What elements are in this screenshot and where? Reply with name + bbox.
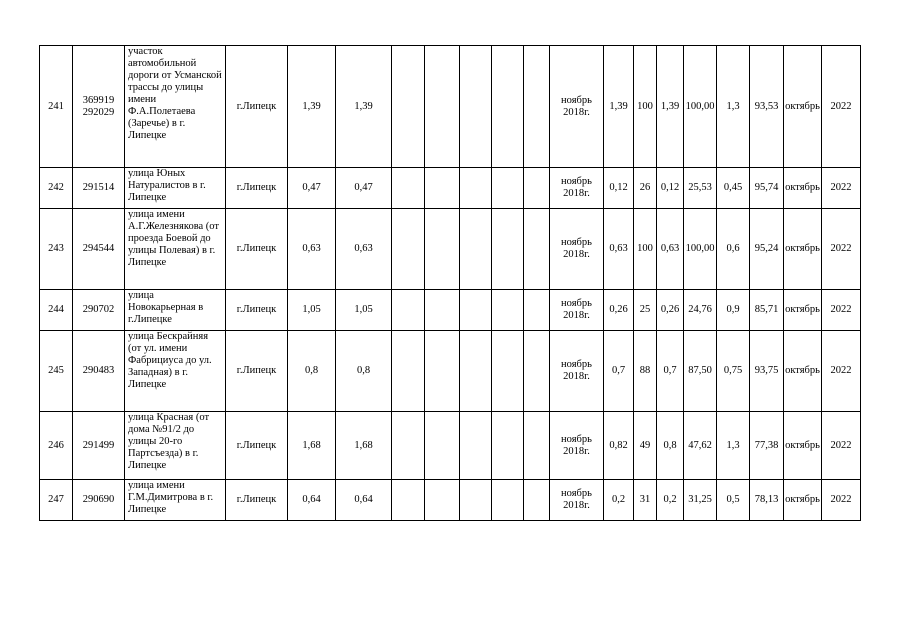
value-6: 85,71 xyxy=(750,290,784,331)
value-4: 31,25 xyxy=(684,480,717,521)
road-id: 369919 292029 xyxy=(73,46,125,168)
value-2: 100 xyxy=(634,209,657,290)
empty-cell-5 xyxy=(524,46,550,168)
target-year: 2022 xyxy=(822,168,861,209)
value-3: 1,39 xyxy=(657,46,684,168)
empty-cell-1 xyxy=(392,290,425,331)
length-municipal: 0,47 xyxy=(336,168,392,209)
value-3: 0,8 xyxy=(657,412,684,480)
value-6: 78,13 xyxy=(750,480,784,521)
target-month: октябрь xyxy=(784,46,822,168)
value-5: 0,75 xyxy=(717,331,750,412)
value-5: 0,6 xyxy=(717,209,750,290)
city: г.Липецк xyxy=(226,46,288,168)
empty-cell-1 xyxy=(392,480,425,521)
empty-cell-2 xyxy=(425,412,460,480)
value-4: 24,76 xyxy=(684,290,717,331)
value-3: 0,2 xyxy=(657,480,684,521)
empty-cell-3 xyxy=(460,168,492,209)
length-total: 1,05 xyxy=(288,290,336,331)
table-row xyxy=(40,331,861,412)
empty-cell-3 xyxy=(460,290,492,331)
empty-cell-1 xyxy=(392,168,425,209)
empty-cell-3 xyxy=(460,46,492,168)
value-1: 0,26 xyxy=(604,290,634,331)
road-name: улица Новокарьерная в г.Липецке xyxy=(125,290,226,331)
value-6: 95,74 xyxy=(750,168,784,209)
value-5: 0,9 xyxy=(717,290,750,331)
length-total: 1,39 xyxy=(288,46,336,168)
target-year: 2022 xyxy=(822,290,861,331)
value-2: 49 xyxy=(634,412,657,480)
empty-cell-2 xyxy=(425,46,460,168)
target-month: октябрь xyxy=(784,168,822,209)
empty-cell-1 xyxy=(392,412,425,480)
table-row xyxy=(40,209,861,290)
empty-cell-2 xyxy=(425,480,460,521)
value-3: 0,63 xyxy=(657,209,684,290)
target-month: октябрь xyxy=(784,290,822,331)
value-2: 25 xyxy=(634,290,657,331)
value-5: 0,5 xyxy=(717,480,750,521)
road-id: 290483 xyxy=(73,331,125,412)
empty-cell-5 xyxy=(524,209,550,290)
value-4: 47,62 xyxy=(684,412,717,480)
value-1: 0,2 xyxy=(604,480,634,521)
empty-cell-3 xyxy=(460,331,492,412)
empty-cell-5 xyxy=(524,412,550,480)
survey-date: ноябрь 2018г. xyxy=(550,46,604,168)
length-municipal: 1,05 xyxy=(336,290,392,331)
row-number: 242 xyxy=(40,168,73,209)
value-1: 0,82 xyxy=(604,412,634,480)
row-number: 241 xyxy=(40,46,73,168)
value-6: 93,75 xyxy=(750,331,784,412)
empty-cell-2 xyxy=(425,290,460,331)
road-id: 291499 xyxy=(73,412,125,480)
road-name: улица Красная (от дома №91/2 до улицы 20-го Партсъезда) в г. Липецке xyxy=(125,412,226,480)
empty-cell-3 xyxy=(460,480,492,521)
empty-cell-2 xyxy=(425,209,460,290)
row-number: 243 xyxy=(40,209,73,290)
road-name: улица имени Г.М.Димитрова в г. Липецке xyxy=(125,480,226,521)
length-total: 1,68 xyxy=(288,412,336,480)
length-municipal: 0,8 xyxy=(336,331,392,412)
value-5: 1,3 xyxy=(717,46,750,168)
city: г.Липецк xyxy=(226,209,288,290)
empty-cell-5 xyxy=(524,480,550,521)
empty-cell-5 xyxy=(524,290,550,331)
length-municipal: 1,68 xyxy=(336,412,392,480)
empty-cell-5 xyxy=(524,331,550,412)
value-1: 0,63 xyxy=(604,209,634,290)
value-2: 31 xyxy=(634,480,657,521)
value-4: 100,00 xyxy=(684,209,717,290)
row-number: 246 xyxy=(40,412,73,480)
city: г.Липецк xyxy=(226,290,288,331)
value-2: 88 xyxy=(634,331,657,412)
empty-cell-4 xyxy=(492,412,524,480)
value-4: 100,00 xyxy=(684,46,717,168)
empty-cell-3 xyxy=(460,209,492,290)
value-4: 87,50 xyxy=(684,331,717,412)
value-4: 25,53 xyxy=(684,168,717,209)
table-row xyxy=(40,168,861,209)
value-3: 0,7 xyxy=(657,331,684,412)
survey-date: ноябрь 2018г. xyxy=(550,290,604,331)
road-id: 290702 xyxy=(73,290,125,331)
row-number: 244 xyxy=(40,290,73,331)
empty-cell-5 xyxy=(524,168,550,209)
table-row xyxy=(40,480,861,521)
value-5: 0,45 xyxy=(717,168,750,209)
value-6: 77,38 xyxy=(750,412,784,480)
target-year: 2022 xyxy=(822,46,861,168)
table-row xyxy=(40,290,861,331)
row-number: 247 xyxy=(40,480,73,521)
value-2: 100 xyxy=(634,46,657,168)
target-month: октябрь xyxy=(784,480,822,521)
empty-cell-4 xyxy=(492,46,524,168)
road-id: 294544 xyxy=(73,209,125,290)
empty-cell-4 xyxy=(492,209,524,290)
value-2: 26 xyxy=(634,168,657,209)
road-name: улица имени А.Г.Железнякова (от проезда Боевой до улицы Полевая) в г. Липецке xyxy=(125,209,226,290)
survey-date: ноябрь 2018г. xyxy=(550,480,604,521)
empty-cell-4 xyxy=(492,290,524,331)
value-5: 1,3 xyxy=(717,412,750,480)
row-number: 245 xyxy=(40,331,73,412)
empty-cell-1 xyxy=(392,209,425,290)
length-municipal: 1,39 xyxy=(336,46,392,168)
length-municipal: 0,64 xyxy=(336,480,392,521)
target-month: октябрь xyxy=(784,209,822,290)
value-1: 0,7 xyxy=(604,331,634,412)
empty-cell-1 xyxy=(392,46,425,168)
value-3: 0,12 xyxy=(657,168,684,209)
value-3: 0,26 xyxy=(657,290,684,331)
survey-date: ноябрь 2018г. xyxy=(550,331,604,412)
target-year: 2022 xyxy=(822,412,861,480)
target-year: 2022 xyxy=(822,331,861,412)
road-name: улица Бескрайняя (от ул. имени Фабрициуса до ул. Западная) в г. Липецке xyxy=(125,331,226,412)
city: г.Липецк xyxy=(226,412,288,480)
empty-cell-4 xyxy=(492,331,524,412)
road-name: участок автомобильной дороги от Усманской трассы до улицы имени Ф.А.Полетаева (Заречье) в г. Липецке xyxy=(125,46,226,168)
table-row xyxy=(40,46,861,168)
survey-date: ноябрь 2018г. xyxy=(550,209,604,290)
survey-date: ноябрь 2018г. xyxy=(550,412,604,480)
survey-date: ноябрь 2018г. xyxy=(550,168,604,209)
road-id: 290690 xyxy=(73,480,125,521)
length-total: 0,64 xyxy=(288,480,336,521)
empty-cell-3 xyxy=(460,412,492,480)
city: г.Липецк xyxy=(226,168,288,209)
length-total: 0,8 xyxy=(288,331,336,412)
length-municipal: 0,63 xyxy=(336,209,392,290)
target-year: 2022 xyxy=(822,209,861,290)
value-6: 93,53 xyxy=(750,46,784,168)
table-body xyxy=(40,46,861,521)
empty-cell-2 xyxy=(425,331,460,412)
value-1: 0,12 xyxy=(604,168,634,209)
empty-cell-2 xyxy=(425,168,460,209)
empty-cell-4 xyxy=(492,480,524,521)
roads-table xyxy=(39,45,861,521)
table-row xyxy=(40,412,861,480)
empty-cell-4 xyxy=(492,168,524,209)
value-1: 1,39 xyxy=(604,46,634,168)
length-total: 0,63 xyxy=(288,209,336,290)
city: г.Липецк xyxy=(226,480,288,521)
value-6: 95,24 xyxy=(750,209,784,290)
road-name: улица Юных Натуралистов в г. Липецке xyxy=(125,168,226,209)
city: г.Липецк xyxy=(226,331,288,412)
target-month: октябрь xyxy=(784,412,822,480)
length-total: 0,47 xyxy=(288,168,336,209)
road-id: 291514 xyxy=(73,168,125,209)
target-month: октябрь xyxy=(784,331,822,412)
target-year: 2022 xyxy=(822,480,861,521)
empty-cell-1 xyxy=(392,331,425,412)
